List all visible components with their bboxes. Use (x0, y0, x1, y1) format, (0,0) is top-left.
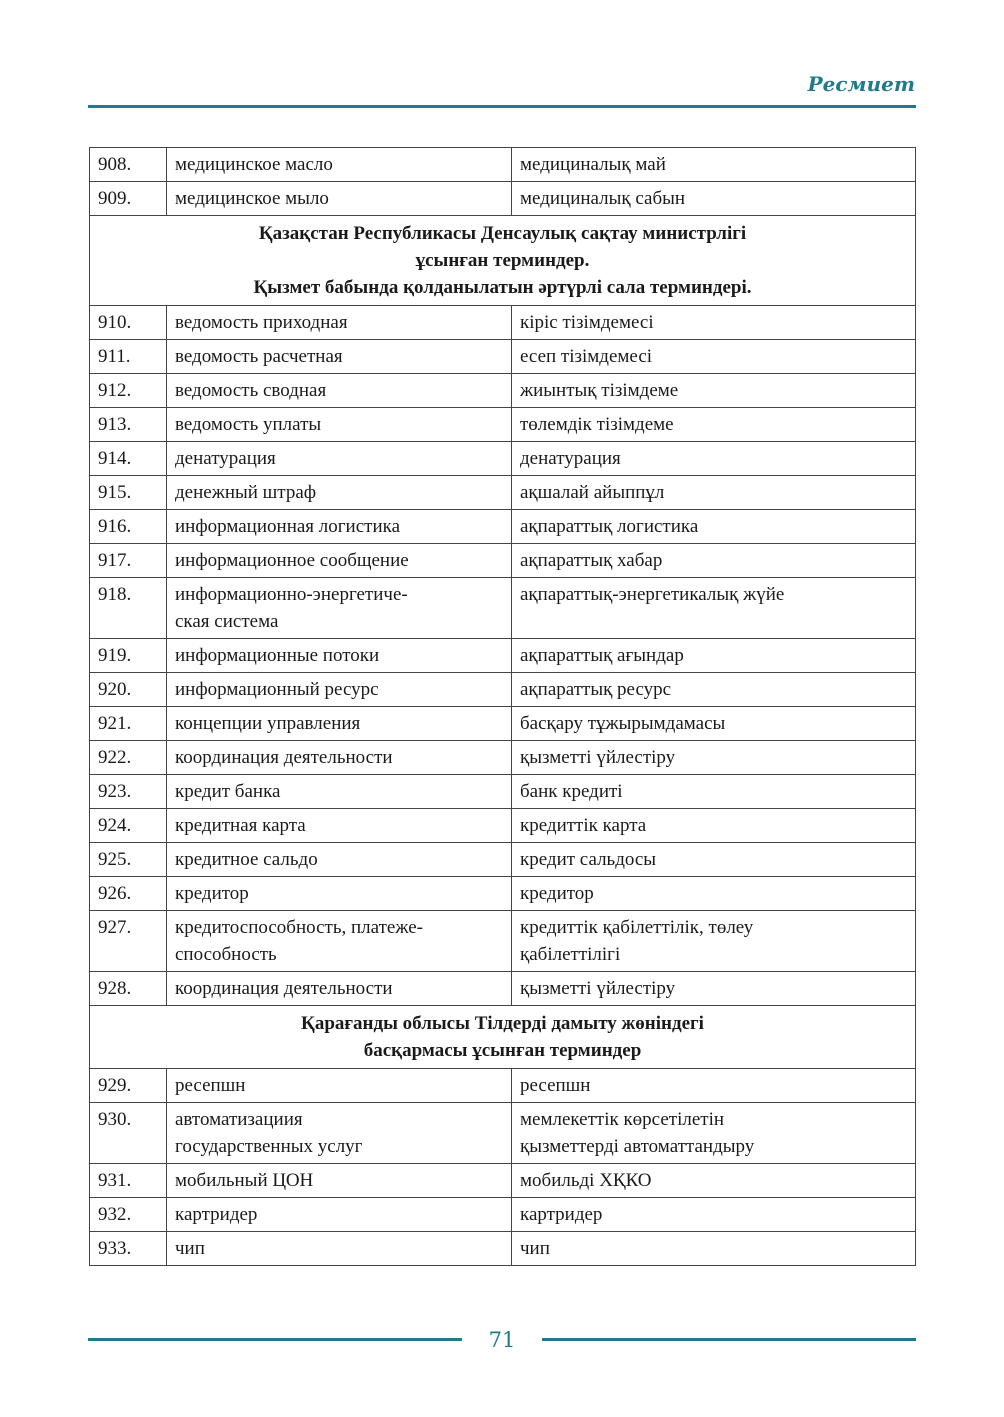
term-row (90, 148, 916, 182)
page-number: 71 (488, 1328, 516, 1352)
russian-term-line: информационно-энергетиче- (175, 584, 408, 605)
term-number: 933. (98, 1238, 132, 1259)
kazakh-term: чип (520, 1238, 550, 1259)
kazakh-term-cell (512, 639, 916, 673)
term-number: 931. (98, 1170, 132, 1191)
kazakh-term: банк кредиті (520, 781, 623, 802)
section-heading (90, 1006, 916, 1069)
term-row (90, 1198, 916, 1232)
term-number-cell (90, 1164, 167, 1198)
kazakh-term-cell (512, 510, 916, 544)
kazakh-term-cell (512, 809, 916, 843)
kazakh-term-cell (512, 775, 916, 809)
russian-term-cell (167, 809, 512, 843)
kazakh-term-line: мемлекеттік көрсетілетін (520, 1109, 725, 1130)
kazakh-term-cell (512, 741, 916, 775)
term-number: 921. (98, 713, 132, 734)
kazakh-term: ресепшн (520, 1075, 591, 1096)
kazakh-term: қызметті үйлестіру (520, 978, 676, 999)
term-number: 930. (98, 1109, 132, 1130)
russian-term-line: способность (175, 944, 277, 965)
term-number-cell (90, 877, 167, 911)
russian-term-line: кредитоспособность, платеже- (175, 917, 423, 938)
russian-term: денежный штраф (175, 482, 317, 503)
term-number-cell (90, 911, 167, 972)
russian-term: чип (175, 1238, 205, 1259)
kazakh-term: картридер (520, 1204, 603, 1225)
kazakh-term-line: қабілеттілігі (520, 944, 621, 965)
term-number-cell (90, 639, 167, 673)
terminology-table (89, 147, 916, 1266)
russian-term-cell (167, 972, 512, 1006)
term-row (90, 843, 916, 877)
kazakh-term: ақпараттық логистика (520, 516, 699, 537)
term-row (90, 639, 916, 673)
term-row (90, 306, 916, 340)
russian-term-cell (167, 340, 512, 374)
kazakh-term: кредитор (520, 883, 594, 904)
kazakh-term-cell (512, 340, 916, 374)
russian-term-cell (167, 1198, 512, 1232)
term-row (90, 1069, 916, 1103)
term-number: 924. (98, 815, 132, 836)
russian-term-cell (167, 1103, 512, 1164)
kazakh-term-cell (512, 408, 916, 442)
term-number: 916. (98, 516, 132, 537)
term-row (90, 374, 916, 408)
russian-term-cell (167, 148, 512, 182)
term-number-cell (90, 1232, 167, 1266)
term-row (90, 911, 916, 972)
russian-term-line: ская система (175, 611, 279, 632)
russian-term: информационная логистика (175, 516, 401, 537)
term-number-cell (90, 182, 167, 216)
russian-term: координация деятельности (175, 978, 393, 999)
term-row (90, 972, 916, 1006)
term-number: 929. (98, 1075, 132, 1096)
russian-term: денатурация (175, 448, 276, 469)
kazakh-term-cell (512, 1103, 916, 1164)
russian-term: координация деятельности (175, 747, 393, 768)
kazakh-term: ақшалай айыппұл (520, 482, 665, 503)
term-number-cell (90, 775, 167, 809)
term-number-cell (90, 707, 167, 741)
kazakh-term: ақпараттық хабар (520, 550, 663, 571)
term-number-cell (90, 741, 167, 775)
running-title: Ресмиет (807, 72, 915, 96)
term-row (90, 408, 916, 442)
kazakh-term: медициналық сабын (520, 188, 686, 209)
kazakh-term-cell (512, 442, 916, 476)
term-number: 920. (98, 679, 132, 700)
russian-term: ведомость приходная (175, 312, 348, 333)
term-number: 908. (98, 154, 132, 175)
term-number-cell (90, 578, 167, 639)
kazakh-term-cell (512, 182, 916, 216)
term-number-cell (90, 442, 167, 476)
kazakh-term-cell (512, 673, 916, 707)
kazakh-term-cell (512, 911, 916, 972)
russian-term-cell (167, 442, 512, 476)
russian-term-cell (167, 639, 512, 673)
kazakh-term: басқару тұжырымдамасы (520, 713, 726, 734)
term-number-cell (90, 843, 167, 877)
term-number-cell (90, 510, 167, 544)
section-heading-line: Қарағанды облысы Тілдерді дамыту жөніндегі (301, 1013, 704, 1034)
russian-term: медицинское мыло (175, 188, 329, 209)
term-number: 911. (98, 346, 131, 367)
term-number: 912. (98, 380, 132, 401)
term-number: 919. (98, 645, 132, 666)
russian-term-cell (167, 843, 512, 877)
kazakh-term: жиынтық тізімдеме (520, 380, 679, 401)
kazakh-term: кредиттік карта (520, 815, 647, 836)
term-number-cell (90, 408, 167, 442)
term-number: 932. (98, 1204, 132, 1225)
term-row (90, 442, 916, 476)
kazakh-term-cell (512, 544, 916, 578)
kazakh-term-cell (512, 306, 916, 340)
russian-term-cell (167, 578, 512, 639)
section-heading-row (90, 216, 916, 306)
term-row (90, 182, 916, 216)
russian-term-cell (167, 1232, 512, 1266)
section-heading-line: басқармасы ұсынған терминдер (363, 1040, 642, 1061)
term-number: 926. (98, 883, 132, 904)
term-row (90, 476, 916, 510)
russian-term-cell (167, 510, 512, 544)
term-number: 909. (98, 188, 132, 209)
term-number: 913. (98, 414, 132, 435)
russian-term-cell (167, 877, 512, 911)
kazakh-term-cell (512, 1069, 916, 1103)
kazakh-term-cell (512, 578, 916, 639)
russian-term: кредит банка (175, 781, 281, 802)
term-row (90, 877, 916, 911)
term-row (90, 578, 916, 639)
term-row (90, 673, 916, 707)
russian-term-cell (167, 911, 512, 972)
term-number-cell (90, 1103, 167, 1164)
term-row (90, 741, 916, 775)
term-row (90, 1103, 916, 1164)
kazakh-term-cell (512, 476, 916, 510)
kazakh-term: медициналық май (520, 154, 666, 175)
russian-term: кредитная карта (175, 815, 306, 836)
footer-rule-right (542, 1338, 916, 1341)
russian-term: ведомость расчетная (175, 346, 343, 367)
term-number: 915. (98, 482, 132, 503)
term-number-cell (90, 972, 167, 1006)
section-heading-line: ұсынған терминдер. (415, 250, 590, 271)
term-number-cell (90, 148, 167, 182)
section-heading-line: Қазақстан Республикасы Денсаулық сақтау министрлігі (258, 223, 747, 244)
russian-term-cell (167, 775, 512, 809)
term-number: 925. (98, 849, 132, 870)
section-heading-row (90, 1006, 916, 1069)
russian-term-cell (167, 1164, 512, 1198)
kazakh-term: ақпараттық ресурс (520, 679, 672, 700)
kazakh-term-line: кредиттік қабілеттілік, төлеу (520, 917, 754, 938)
term-row (90, 809, 916, 843)
kazakh-term-cell (512, 1232, 916, 1266)
kazakh-term: ақпараттық ағындар (520, 645, 684, 666)
kazakh-term: мобильді ХҚКО (520, 1170, 652, 1191)
terminology-table-body (90, 148, 916, 1266)
kazakh-term: денатурация (520, 448, 621, 469)
russian-term-cell (167, 408, 512, 442)
kazakh-term-cell (512, 843, 916, 877)
term-row (90, 340, 916, 374)
term-number: 927. (98, 917, 132, 938)
russian-term: ведомость уплаты (175, 414, 322, 435)
term-number-cell (90, 306, 167, 340)
russian-term-cell (167, 673, 512, 707)
kazakh-term-cell (512, 148, 916, 182)
russian-term-cell (167, 306, 512, 340)
term-row (90, 1232, 916, 1266)
kazakh-term-cell (512, 1164, 916, 1198)
russian-term: информационный ресурс (175, 679, 379, 700)
kazakh-term: қызметті үйлестіру (520, 747, 676, 768)
term-number: 910. (98, 312, 132, 333)
kazakh-term-cell (512, 877, 916, 911)
term-number: 923. (98, 781, 132, 802)
russian-term: картридер (175, 1204, 258, 1225)
term-number: 918. (98, 584, 132, 605)
russian-term-cell (167, 707, 512, 741)
kazakh-term-cell (512, 374, 916, 408)
term-number-cell (90, 1198, 167, 1232)
kazakh-term: төлемдік тізімдеме (520, 414, 674, 435)
term-number-cell (90, 340, 167, 374)
header-rule (88, 105, 916, 108)
russian-term-cell (167, 1069, 512, 1103)
term-number: 928. (98, 978, 132, 999)
section-heading (90, 216, 916, 306)
kazakh-term: кредит сальдосы (520, 849, 657, 870)
term-number-cell (90, 809, 167, 843)
russian-term: информационное сообщение (175, 550, 409, 571)
russian-term: медицинское масло (175, 154, 333, 175)
term-number-cell (90, 673, 167, 707)
term-number-cell (90, 544, 167, 578)
kazakh-term: есеп тізімдемесі (520, 346, 653, 367)
term-row (90, 775, 916, 809)
kazakh-term-line: қызметтерді автоматтандыру (520, 1136, 755, 1157)
kazakh-term-cell (512, 707, 916, 741)
russian-term: информационные потоки (175, 645, 380, 666)
term-row (90, 544, 916, 578)
term-row (90, 510, 916, 544)
russian-term: концепции управления (175, 713, 361, 734)
russian-term: кредитор (175, 883, 249, 904)
russian-term-cell (167, 741, 512, 775)
kazakh-term-cell (512, 972, 916, 1006)
term-row (90, 707, 916, 741)
russian-term-cell (167, 476, 512, 510)
russian-term-line: автоматизациия (175, 1109, 303, 1130)
russian-term: кредитное сальдо (175, 849, 318, 870)
term-number: 922. (98, 747, 132, 768)
kazakh-term: ақпараттық-энергетикалық жүйе (520, 584, 785, 605)
russian-term-cell (167, 544, 512, 578)
russian-term-cell (167, 182, 512, 216)
term-number: 914. (98, 448, 132, 469)
term-number-cell (90, 1069, 167, 1103)
russian-term: мобильный ЦОН (175, 1170, 314, 1191)
term-row (90, 1164, 916, 1198)
term-number-cell (90, 374, 167, 408)
term-number-cell (90, 476, 167, 510)
russian-term: ресепшн (175, 1075, 246, 1096)
footer-rule-left (88, 1338, 462, 1341)
term-number: 917. (98, 550, 132, 571)
section-heading-line: Қызмет бабында қолданылатын әртүрлі сала терминдері. (253, 277, 752, 298)
kazakh-term: кіріс тізімдемесі (520, 312, 654, 333)
russian-term-cell (167, 374, 512, 408)
russian-term-line: государственных услуг (175, 1136, 363, 1157)
kazakh-term-cell (512, 1198, 916, 1232)
russian-term: ведомость сводная (175, 380, 327, 401)
